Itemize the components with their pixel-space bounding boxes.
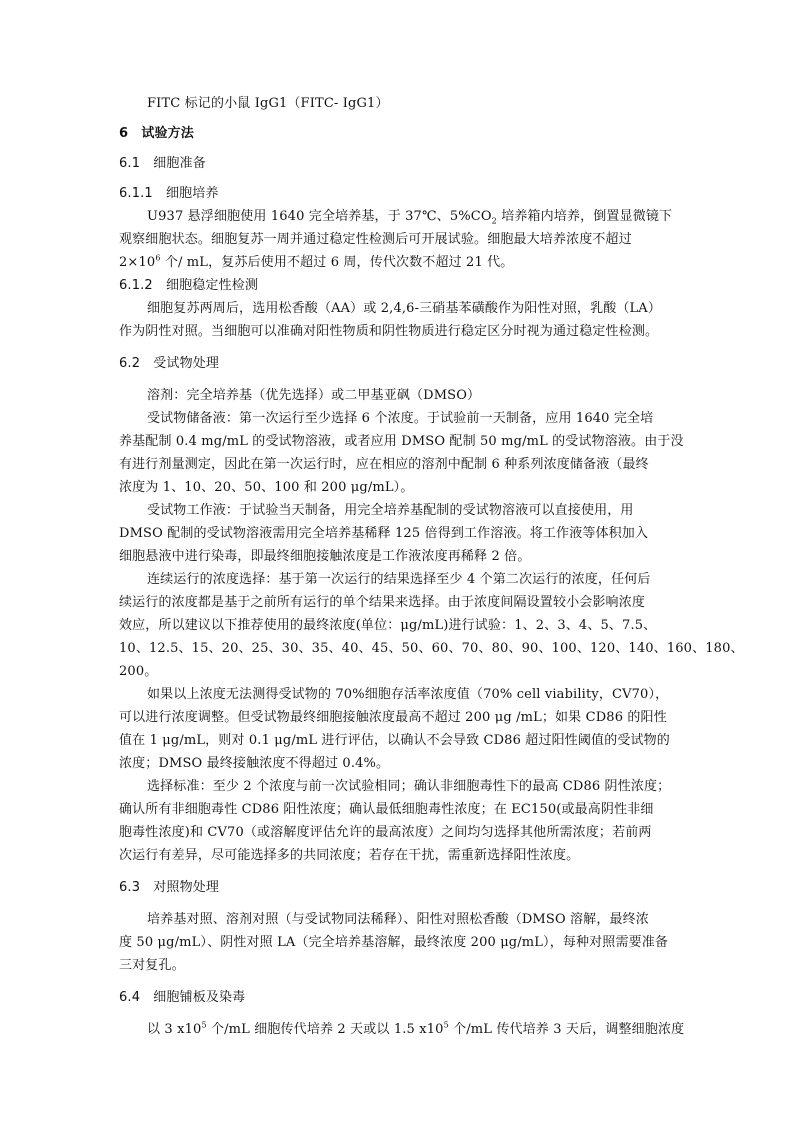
section-heading-6-4: 6.4 细胞铺板及染毒 bbox=[119, 990, 246, 1005]
paragraph-line: 细胞悬液中进行染毒，即最终细胞接触浓度是工作液浓度再稀释 2 倍。 bbox=[119, 549, 531, 564]
superscript: 5 bbox=[201, 1020, 207, 1030]
paragraph-line bbox=[119, 1018, 685, 1041]
section-heading-6-3: 6.3 对照物处理 bbox=[119, 880, 220, 895]
text-run: 个/mL 传代培养 3 天后，调整细胞浓度 bbox=[448, 1022, 685, 1037]
paragraph-line: 选择标准：至少 2 个浓度与前一次试验相同；确认非细胞毒性下的最高 CD86 阴性浓度； bbox=[147, 779, 671, 794]
paragraph-line bbox=[119, 251, 679, 274]
document-page bbox=[119, 92, 744, 1041]
section-heading-6-1-1: 6.1.1 细胞培养 bbox=[119, 186, 219, 201]
paragraph-line: 浓度；DMSO 最终接触浓度不得超过 0.4%。 bbox=[119, 756, 390, 771]
paragraph-line: 细胞复苏两周后，选用松香酸（AA）或 2,4,6-三硝基苯磺酸作为阳性对照，乳酸（LA） bbox=[147, 301, 662, 316]
paragraph-line: 受试物储备液：第一次运行至少选择 6 个浓度。于试验前一天制备，应用 1640 完全培 bbox=[147, 411, 654, 426]
paragraph-line: 培养基对照、溶剂对照（与受试物同法稀释）、阳性对照松香酸（DMSO 溶解，最终浓 bbox=[147, 912, 649, 927]
paragraph-line: 受试物工作液：于试验当天制备，用完全培养基配制的受试物溶液可以直接使用，用 bbox=[147, 503, 634, 518]
reagent-line: FITC 标记的小鼠 IgG1（FITC- IgG1） bbox=[147, 96, 389, 111]
section-heading-6: 6 试验方法 bbox=[119, 126, 194, 141]
paragraph-line: 养基配制 0.4 mg/mL 的受试物溶液，或者应用 DMSO 配制 50 mg/mL 的受试物溶液。由于没 bbox=[119, 434, 684, 449]
paragraph-line: 值在 1 μg/mL，则对 0.1 μg/mL 进行评估，以确认不会导致 CD86 超过阳性阈值的受试物的 bbox=[119, 733, 670, 748]
paragraph-line: 连续运行的浓度选择：基于第一次运行的结果选择至少 4 个第二次运行的浓度，任何后 bbox=[147, 572, 651, 587]
text-run: 以 3 x10 bbox=[147, 1022, 202, 1037]
text-run: U937 悬浮细胞使用 1640 完全培养基，于 37℃、5%CO bbox=[147, 209, 492, 224]
section-heading-6-1-2: 6.1.2 细胞稳定性检测 bbox=[119, 278, 259, 293]
text-run: 个/ mL，复苏后使用不超过 6 周，传代次数不超过 21 代。 bbox=[160, 255, 514, 270]
paragraph-line: 如果以上浓度无法测得受试物的 70%细胞存活率浓度值（70% cell viability，CV70）， bbox=[147, 687, 669, 702]
paragraph-line: 效应，所以建议以下推荐使用的最终浓度(单位：μg/mL)进行试验：1、2、3、4、5、7.5、 bbox=[119, 618, 657, 633]
paragraph-line: 可以进行浓度调整。但受试物最终细胞接触浓度最高不超过 200 μg /mL；如果 CD86 的阳性 bbox=[119, 710, 667, 725]
paragraph-line: 浓度为 1、10、20、50、100 和 200 μg/mL）。 bbox=[119, 480, 414, 495]
paragraph-line: 确认所有非细胞毒性 CD86 阳性浓度；确认最低细胞毒性浓度；在 EC150(或最高阴性非细 bbox=[119, 802, 654, 817]
text-run: 培养箱内培养，倒置显微镜下 bbox=[496, 209, 673, 224]
section-heading-6-2: 6.2 受试物处理 bbox=[119, 356, 220, 371]
paragraph-line: 三对复孔。 bbox=[119, 958, 185, 973]
section-heading-6-1: 6.1 细胞准备 bbox=[119, 156, 206, 171]
text-run: 2×10 bbox=[119, 255, 156, 270]
paragraph-line: 有进行剂量测定，因此在第一次运行时，应在相应的溶剂中配制 6 种系列浓度储备液（最终 bbox=[119, 457, 649, 472]
superscript: 6 bbox=[155, 253, 161, 263]
paragraph-line: 次运行有差异，尽可能选择多的共同浓度；若存在干扰，需重新选择阳性浓度。 bbox=[119, 848, 580, 863]
paragraph-line: 续运行的浓度都是基于之前所有运行的单个结果来选择。由于浓度间隔设置较小会影响浓度 bbox=[119, 595, 646, 610]
paragraph-line: 溶剂：完全培养基（优先选择）或二甲基亚砜（DMSO） bbox=[147, 388, 481, 403]
paragraph-line: DMSO 配制的受试物溶液需用完全培养基稀释 125 倍得到工作溶液。将工作液等体积加入 bbox=[119, 526, 649, 541]
paragraph-line: 10、12.5、15、20、25、30、35、40、45、50、60、70、80、90、100、120、140、160、180、 bbox=[119, 641, 744, 656]
superscript: 5 bbox=[443, 1020, 449, 1030]
paragraph-line: 作为阴性对照。当细胞可以准确对阳性物质和阴性物质进行稳定区分时视为通过稳定性检测。 bbox=[119, 324, 659, 339]
paragraph-line bbox=[119, 205, 679, 228]
paragraph-line: 200。 bbox=[119, 664, 158, 679]
paragraph-line: 胞毒性浓度)和 CV70（或溶解度评估允许的最高浓度）之间均匀选择其他所需浓度；若前两 bbox=[119, 825, 652, 840]
paragraph-line: 度 50 μg/mL）、阴性对照 LA（完全培养基溶解，最终浓度 200 μg/mL），每种对照需要准备 bbox=[119, 935, 669, 950]
paragraph-line: 观察细胞状态。细胞复苏一周并通过稳定性检测后可开展试验。细胞最大培养浓度不超过 bbox=[119, 232, 632, 247]
text-run: 个/mL 细胞传代培养 2 天或以 1.5 x10 bbox=[206, 1022, 444, 1037]
subscript: 2 bbox=[491, 216, 497, 226]
